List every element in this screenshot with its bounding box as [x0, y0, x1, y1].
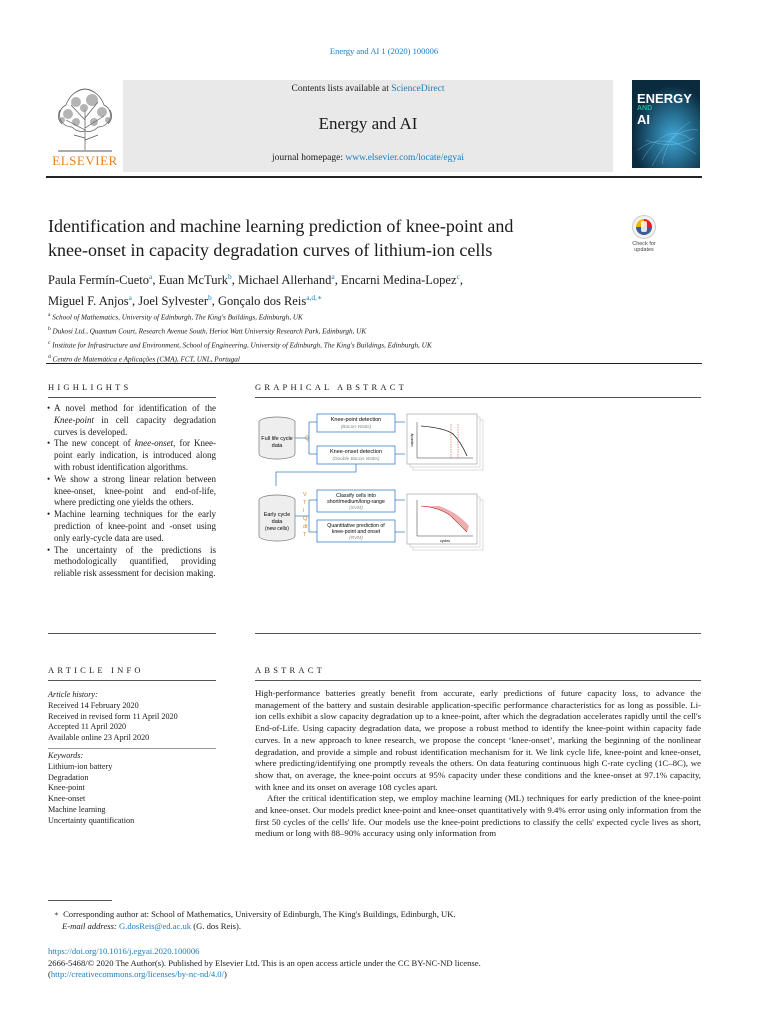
svg-text:Classify cells into: Classify cells into	[336, 493, 376, 499]
affiliation-item: $^c$ Institute for Infrastructure and Environment, School of Engineering, University of Edinburgh, The King's Buildings, Edinburgh, UK	[48, 339, 432, 350]
svg-text:Knee-point detection: Knee-point detection	[330, 417, 382, 423]
keyword-item: Machine learning	[48, 804, 106, 814]
affiliation-item: $^b$ Dukosi Ltd., Quantum Court, Research Avenue South, Heriot Watt University Research Park, Edinburgh, UK	[48, 325, 367, 336]
abstract-paragraph-1: High-performance batteries greatly benefit from accurate, early predictions of future capacity loss, to advance the management of the battery and sustain desirable application-specific performance characteristics for as long as possible. Li-ion cells exhibit a slow capacity degradation up to a knee-point, after which the degradation accelerates rapidly until the cell's End-of-Life. Using capacity degradation data, we propose a robust method to identify the knee-point within capacity fade curves. In a new approach to knee research, we propose the concept ‘knee-onset’, marking the beginning of the nonlinear degradation, and provide a simple and robust identification mechanism for it. We link cycle life, knee-point and knee-onset, where predicting/identifying one promptly reveals the others. On data featuring continuous high C-rate cycling (1C–8C), we show that, on average, the knee-point occurs at 95% capacity under these conditions and the knee-onset at 97.1% capacity, with knee and its onset on average 108 cycles apart.	[255, 688, 701, 792]
graphical-abstract-figure	[255, 408, 495, 560]
knee-onset-detection-box	[317, 446, 395, 464]
classify-cells-box	[317, 490, 395, 512]
svg-text:(Double Bacon-Watts): (Double Bacon-Watts)	[332, 457, 380, 462]
svg-text:capacity: capacity	[410, 433, 414, 447]
quantitative-prediction-box	[317, 520, 395, 542]
prediction-cloud-plot	[407, 494, 483, 550]
highlight-item: • We show a strong linear relation between knee-onset, knee-point and end-of-life, where predicting one yields the others.	[48, 474, 216, 509]
history-item: Received in revised form 11 April 2020	[48, 711, 178, 721]
author-name: Paula Fermín-Cueto	[48, 273, 150, 288]
author-name: Gonçalo dos Reis	[218, 294, 307, 309]
author-name: Encarni Medina-Lopez	[340, 273, 457, 288]
keyword-item: Lithium-ion battery	[48, 761, 113, 771]
keyword-item: Knee-point	[48, 783, 85, 793]
history-item: Received 14 February 2020	[48, 700, 139, 710]
svg-text:(new cells): (new cells)	[265, 526, 289, 532]
article-info	[48, 690, 216, 827]
affiliation-item: $^a$ School of Mathematics, University of Edinburgh, The King's Buildings, Edinburgh, UK	[48, 312, 303, 322]
feature-letter: Q	[303, 516, 308, 522]
svg-text:(RVM): (RVM)	[349, 536, 363, 541]
feature-letter: dt	[303, 524, 308, 530]
feature-letter: I	[303, 508, 305, 514]
author-affiliation-marker[interactable]: a	[149, 272, 153, 281]
highlights-heading: HIGHLIGHTS	[48, 382, 132, 392]
history-label: Article history:	[48, 690, 98, 699]
article-info-rule	[48, 680, 216, 681]
knee-point-detection-box	[317, 414, 395, 432]
q-letter: Q	[305, 436, 310, 442]
cover-title: ENERGY AND AI	[637, 91, 692, 127]
crossmark-icon	[632, 215, 656, 239]
sciencedirect-link[interactable]: ScienceDirect	[391, 84, 445, 94]
keyword-item: Knee-onset	[48, 794, 86, 804]
author-affiliation-marker[interactable]: a,d,∗	[306, 293, 323, 303]
author-affiliation-marker[interactable]: c	[456, 272, 460, 281]
author-affiliation-marker[interactable]: b	[227, 272, 232, 281]
copyright-line: 2666-5468/© 2020 The Author(s). Published by Elsevier Ltd. This is an open access article under the CC BY-NC-ND license.	[48, 957, 481, 968]
highlight-item: • Machine learning techniques for the early prediction of knee-point and -onset using only early-cycle data are used.	[48, 509, 216, 544]
full-life-database-icon	[259, 417, 295, 459]
feature-letters	[303, 492, 308, 538]
author-list: Paula Fermín-Cueto$^a$, Euan McTurk$^b$, Michael Allerhand$^a$, Encarni Medina-Lopez$^c$, Miguel F. Anjos$^a$, Joel Sylvester$^b$, Gonçalo dos Reis$^{a,d,∗}$	[48, 272, 463, 309]
author-name: Euan McTurk	[158, 273, 228, 288]
feature-letter: T	[303, 500, 307, 506]
history-item: Available online 23 April 2020	[48, 733, 150, 743]
author-affiliation-marker[interactable]: a	[128, 293, 132, 303]
graphical-abstract-heading: GRAPHICAL ABSTRACT	[255, 382, 407, 392]
svg-text:cycles: cycles	[440, 539, 450, 543]
publication-info: https://doi.org/10.1016/j.egyai.2020.100006 2666-5468/© 2020 The Author(s). Published by Elsevier Ltd. This is an open access article under the CC BY-NC-ND license. (http://creativecommons.org/licenses/by-nc-nd/4.0/)	[48, 946, 708, 981]
author-name: Joel Sylvester	[138, 294, 208, 309]
highlights-rule	[48, 397, 216, 398]
doi-link[interactable]: https://doi.org/10.1016/j.egyai.2020.100006	[48, 946, 200, 956]
license-link[interactable]: http://creativecommons.org/licenses/by-nc-nd/4.0/	[50, 969, 224, 980]
journal-cover[interactable]	[632, 80, 700, 168]
author-affiliation-marker[interactable]: a	[331, 272, 335, 281]
journal-name: Energy and AI	[318, 114, 418, 133]
author-name: Michael Allerhand	[237, 273, 332, 288]
svg-text:data: data	[271, 519, 283, 525]
keyword-item: Uncertainty quantification	[48, 815, 135, 825]
keywords-label: Keywords:	[48, 750, 84, 760]
affiliation-item: $^d$ Centro de Matemática e Aplicações (CMA), FCT, UNL, Portugal	[48, 353, 240, 364]
highlight-item: • The new concept of knee-onset, for Knee-point early indication, is introduced along with robust identification algorithms.	[48, 438, 216, 473]
corresponding-author-footnote: ∗ Corresponding author at: School of Mathematics, University of Edinburgh, The King's Buildings, Edinburgh, UK. E-mail address: G.dosReis@ed.ac.uk (G. dos Reis).	[54, 909, 456, 931]
journal-reference[interactable]: Energy and AI 1 (2020) 100006	[329, 46, 439, 56]
author-affiliation-marker[interactable]: b	[208, 293, 212, 303]
svg-text:data: data	[271, 443, 283, 449]
affiliations	[48, 310, 728, 366]
header-rule	[46, 176, 702, 178]
homepage-link[interactable]: www.elsevier.com/locate/egyai	[345, 153, 464, 163]
graphical-abstract-end-rule	[255, 633, 701, 634]
abstract-heading: ABSTRACT	[255, 665, 325, 675]
contents-line: Contents lists available at ScienceDirect	[291, 84, 445, 94]
early-cycle-database-icon	[259, 495, 295, 541]
article-info-heading: ARTICLE INFO	[48, 665, 144, 675]
feature-letter: T	[303, 532, 307, 538]
check-for-updates-badge[interactable]: Check for updates	[626, 215, 662, 255]
early-cycle-label: Early cycle	[263, 512, 291, 518]
article-title: Identification and machine learning prediction of knee-point and knee-onset in capacity degradation curves of lithium-ion cells	[48, 216, 514, 260]
svg-text:short/medium/long-range: short/medium/long-range	[327, 499, 385, 505]
svg-text:Quantitative prediction of: Quantitative prediction of	[327, 523, 385, 529]
svg-text:knee-point and onset: knee-point and onset	[331, 529, 381, 535]
svg-text:Knee-onset detection: Knee-onset detection	[330, 449, 382, 455]
history-item: Accepted 11 April 2020	[48, 722, 127, 732]
highlight-item: • A novel method for identification of the Knee-point in cell capacity degradation curves is developed.	[48, 403, 216, 438]
highlight-item: • The uncertainty of the predictions is methodologically quantified, providing reliable risk assessment for decision making.	[48, 545, 216, 580]
highlights-list	[48, 403, 216, 580]
abstract-paragraph-2: After the critical identification step, we employ machine learning (ML) techniques for early prediction of the knee-point and knee-onset. Our models predict knee-point and knee-onset quantitatively with 9.4% error using only information from the first 50 cycles of the cells' life. Our models use the knee-point predictions to classify the cells' expected cycle lives as short, medium or long with 88–90% accuracy using only information from	[255, 793, 701, 839]
author-email-link[interactable]: G.dosReis@ed.ac.uk	[118, 920, 192, 931]
abstract-rule	[255, 680, 701, 681]
highlights-end-rule	[48, 633, 216, 634]
keyword-item: Degradation	[48, 772, 89, 782]
footnote-rule	[48, 900, 112, 901]
elsevier-wordmark: ELSEVIER	[52, 153, 118, 168]
graphical-abstract-rule	[255, 397, 701, 398]
affiliation-rule	[46, 363, 702, 364]
feature-letter: V	[303, 492, 307, 498]
author-name: Miguel F. Anjos	[48, 294, 129, 309]
journal-homepage: journal homepage: www.elsevier.com/locate/egyai	[272, 153, 464, 163]
full-life-label: Full life cycle	[261, 436, 293, 442]
abstract-text	[255, 688, 701, 840]
capacity-curve-plot	[407, 414, 483, 470]
svg-text:(SVM): (SVM)	[349, 506, 363, 511]
svg-text:(Bacon-Watts): (Bacon-Watts)	[340, 425, 372, 430]
